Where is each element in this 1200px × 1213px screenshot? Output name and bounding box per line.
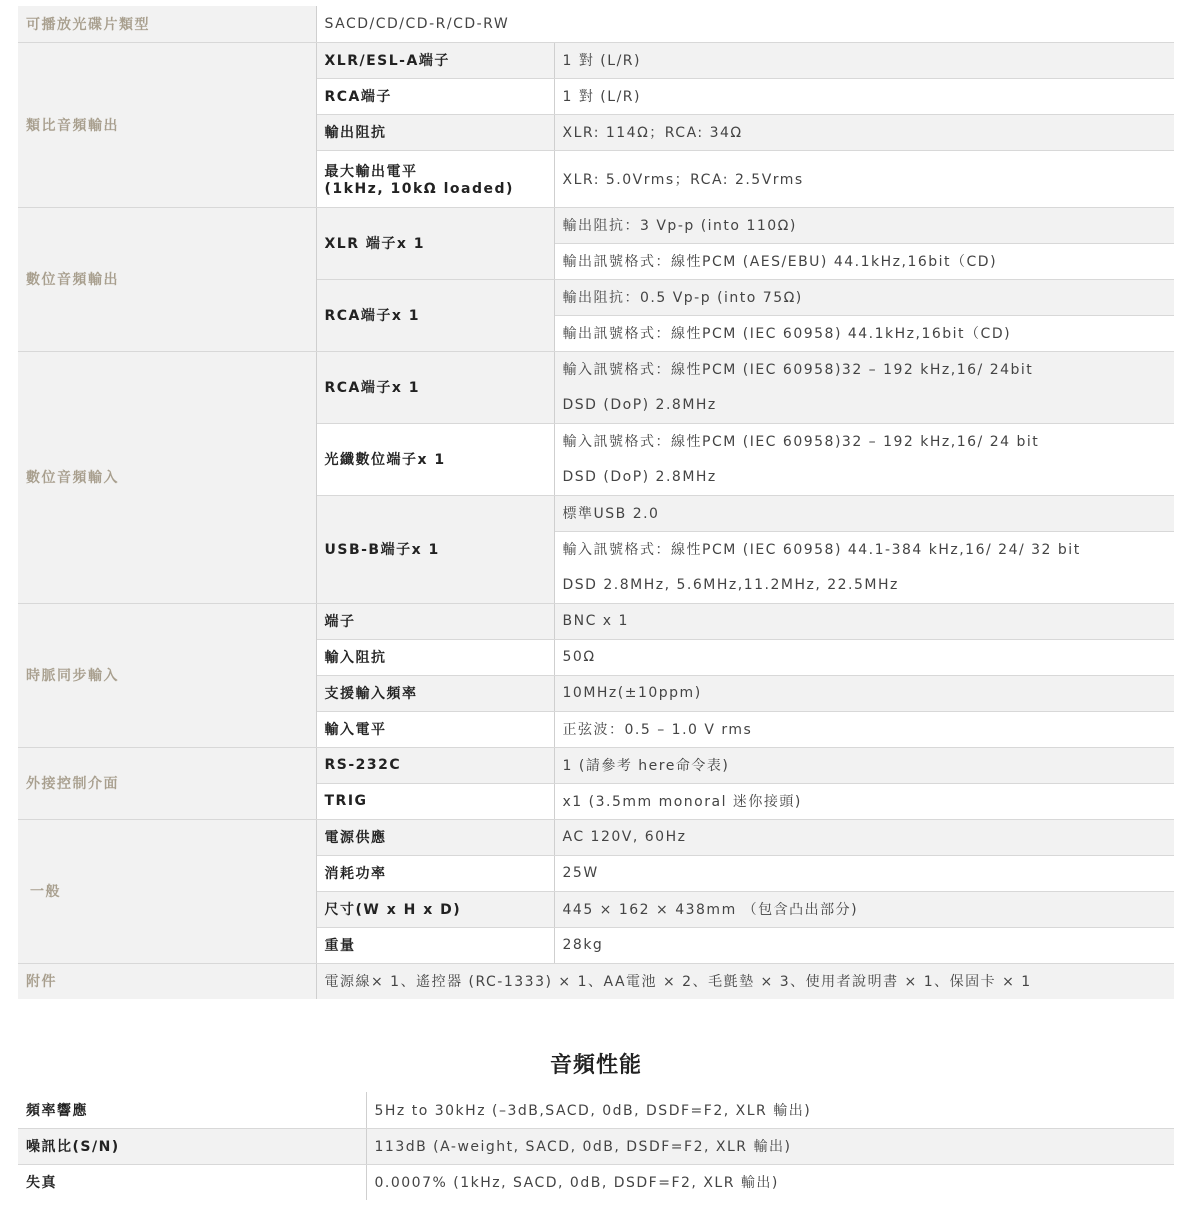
sub-value: XLR: 5.0Vrms；RCA: 2.5Vrms xyxy=(554,150,1174,207)
sub-label: 支援輸入頻率 xyxy=(316,675,554,711)
sub-label: 消耗功率 xyxy=(316,855,554,891)
row-digital-in-rca-1 xyxy=(18,351,1174,387)
row-accessories xyxy=(18,963,1174,999)
sub-value: BNC x 1 xyxy=(554,603,1174,639)
sub-label: RCA端子x 1 xyxy=(316,279,554,351)
label-digital-out: 數位音頻輸出 xyxy=(18,207,316,351)
value-accessories: 電源線× 1、遙控器 (RC-1333) × 1、AA電池 × 2、毛氈墊 × 3、使用者說明書 × 1、保固卡 × 1 xyxy=(316,963,1174,999)
sub-value: 28kg xyxy=(554,927,1174,963)
sub-value: DSD 2.8MHz, 5.6MHz,11.2MHz, 22.5MHz xyxy=(554,567,1174,603)
sub-label: RS-232C xyxy=(316,747,554,783)
sub-value: 10MHz(±10ppm) xyxy=(554,675,1174,711)
audio-value: 5Hz to 30kHz (–3dB,SACD, 0dB, DSDF=F2, XLR 輸出) xyxy=(366,1092,1174,1128)
label-accessories: 附件 xyxy=(18,963,316,999)
sub-value: 輸入訊號格式：線性PCM (IEC 60958) 44.1-384 kHz,16/ 24/ 32 bit xyxy=(562,542,1081,559)
sub-value: 輸出阻抗：3 Vp-p (into 110Ω) xyxy=(554,207,1174,243)
row-distortion xyxy=(18,1164,1174,1200)
spec-table xyxy=(18,6,1174,999)
sub-label: 電源供應 xyxy=(316,819,554,855)
sub-label: XLR 端子x 1 xyxy=(316,207,554,279)
sub-value: XLR: 114Ω；RCA: 34Ω xyxy=(554,114,1174,150)
label-digital-in: 數位音頻輸入 xyxy=(18,351,316,603)
sub-value: 正弦波：0.5 – 1.0 V rms xyxy=(554,711,1174,747)
row-snr xyxy=(18,1128,1174,1164)
row-frequency-response xyxy=(18,1092,1174,1128)
sub-label: RCA端子x 1 xyxy=(316,351,554,423)
audio-value: 0.0007% (1kHz, SACD, 0dB, DSDF=F2, XLR 輸出) xyxy=(374,1175,779,1192)
audio-label: 失真 xyxy=(18,1164,366,1200)
sub-value: 50Ω xyxy=(554,639,1174,675)
sub-label: 尺寸(W x H x D) xyxy=(316,891,554,927)
sub-label: 輸入電平 xyxy=(316,711,554,747)
sub-label: 輸入阻抗 xyxy=(316,639,554,675)
sub-value: DSD (DoP) 2.8MHz xyxy=(554,387,1174,423)
sub-value: x1 (3.5mm monoral 迷你接頭) xyxy=(554,783,1174,819)
sub-value: 1 對 (L/R) xyxy=(554,78,1174,114)
row-general-power xyxy=(18,819,1174,855)
row-control-rs232c xyxy=(18,747,1174,783)
row-clock-terminal xyxy=(18,603,1174,639)
sub-label xyxy=(316,150,554,207)
audio-value: 113dB (A-weight, SACD, 0dB, DSDF=F2, XLR 輸出) xyxy=(366,1128,1174,1164)
sub-label-line2: (1kHz, 10kΩ loaded) xyxy=(324,180,514,197)
audio-label: 頻率響應 xyxy=(18,1092,366,1128)
sub-label: 重量 xyxy=(316,927,554,963)
sub-label: 輸出阻抗 xyxy=(316,114,554,150)
label-ext-control: 外接控制介面 xyxy=(18,747,316,819)
sub-value: 輸出阻抗：0.5 Vp-p (into 75Ω) xyxy=(554,279,1174,315)
sub-value: 輸入訊號格式：線性PCM (IEC 60958)32 – 192 kHz,16/ 24 bit xyxy=(562,434,1040,451)
sub-value: 1 對 (L/R) xyxy=(554,42,1174,78)
row-disc-type xyxy=(18,6,1174,42)
sub-label: XLR/ESL-A端子 xyxy=(316,42,554,78)
sub-value: AC 120V, 60Hz xyxy=(554,819,1174,855)
sub-value: 標準USB 2.0 xyxy=(554,495,1174,531)
sub-label: TRIG xyxy=(316,783,554,819)
sub-label: RCA端子 xyxy=(316,78,554,114)
row-analog-xlr xyxy=(18,42,1174,78)
value-disc-type: SACD/CD/CD-R/CD-RW xyxy=(316,6,1174,42)
label-clock-in: 時脈同步輸入 xyxy=(18,603,316,747)
audio-label: 噪訊比(S/N) xyxy=(18,1128,366,1164)
audio-table xyxy=(18,1092,1174,1200)
audio-section-title: 音頻性能 xyxy=(549,1053,642,1078)
sub-value: 25W xyxy=(554,855,1174,891)
sub-label-line1: 最大輸出電平 xyxy=(324,163,418,180)
sub-value: DSD (DoP) 2.8MHz xyxy=(554,459,1174,495)
sub-label: 端子 xyxy=(316,603,554,639)
label-disc-type: 可播放光碟片類型 xyxy=(18,6,316,42)
row-digital-out-xlr-1 xyxy=(18,207,1174,243)
label-analog-out: 類比音頻輸出 xyxy=(18,42,316,207)
label-general: 一般 xyxy=(18,819,316,963)
sub-label: 光纖數位端子x 1 xyxy=(316,423,554,495)
sub-value: 1 (請參考 here命令表) xyxy=(554,747,1174,783)
sub-value: 輸入訊號格式：線性PCM (IEC 60958)32 – 192 kHz,16/ 24bit xyxy=(554,351,1174,387)
sub-value: 445 × 162 × 438mm （包含凸出部分) xyxy=(554,891,1174,927)
sub-value: 輸出訊號格式：線性PCM (AES/EBU) 44.1kHz,16bit（CD) xyxy=(554,243,1174,279)
sub-label: USB-B端子x 1 xyxy=(316,495,554,603)
sub-value: 輸出訊號格式：線性PCM (IEC 60958) 44.1kHz,16bit（CD) xyxy=(554,315,1174,351)
